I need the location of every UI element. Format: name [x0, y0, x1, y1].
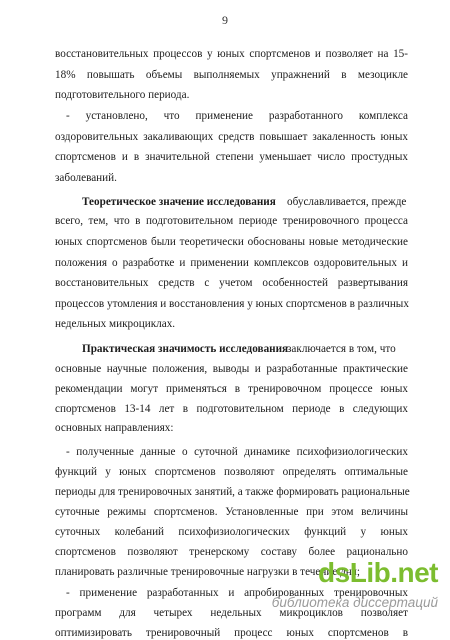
text-line: восстановительных средств с учетом особенностей развертывания [55, 277, 408, 289]
text-line: 18% повышать объемы выполняемых упражнений в мезоцикле [55, 69, 408, 81]
text-line: спортсменов позволяют тренерскому составу более рационально [55, 546, 408, 558]
text-line: основных направлениях: [55, 422, 174, 434]
text-line: всего, тем, что в подготовительном периоде тренировочного процесса [55, 215, 408, 227]
text-line: юных спортсменов были теоретически обоснованы новые методические [55, 236, 408, 248]
text-line: недельных микроциклах. [55, 318, 176, 330]
text-line: суточные режимы спортсменов. Установленные при этом величины [55, 506, 408, 518]
text-line: рекомендации могут применяться в тренировочном процессе юных [55, 383, 408, 395]
text-line: заболеваний. [55, 172, 117, 184]
text-line: основные научные положения, выводы и разработанные практические [55, 363, 408, 375]
section-heading: Практическая значимость исследования [82, 343, 289, 355]
text-line: восстановительных процессов у юных спортсменов и позволяет на 15- [55, 48, 408, 60]
watermark-logo: dsLib.net [318, 557, 438, 588]
text-line: - полученные данные о суточной динамике психофизиологических [66, 446, 408, 458]
text-line: функций у юных спортсменов позволяют определять оптимальные [55, 466, 408, 478]
text-line: оздоровительных закаливающих средств повышает закаленность юных [55, 131, 408, 143]
text-line: периоды для тренировочных занятий, а также формировать рациональные [55, 486, 410, 498]
text-line: положения о разработке и применении комплексов оздоровительных и [55, 257, 408, 269]
text-line: планировать различные тренировочные нагрузки в течение дня; [55, 566, 361, 578]
text-line: спортсменов и в значительной степени уменьшает число простудных [55, 151, 408, 163]
text-line: процессов утомления и восстановления у юных спортсменов в различных [55, 298, 409, 310]
text-line: спортсменов 13-14 лет в подготовительном периоде в следующих [55, 403, 408, 415]
text-line: суточных колебаний психофизиологических функций у юных [55, 526, 408, 538]
watermark-subtitle: библиотека диссертаций [271, 595, 438, 610]
text-line: обуславливается, прежде [287, 196, 407, 208]
text-line: - применение разработанных и апробированных тренировочных [66, 587, 408, 599]
text-line: - установлено, что применение разработанного комплекса [66, 110, 408, 122]
text-line: программ для четырех недельных микроциклов позволяет [55, 607, 408, 619]
text-line: оптимизировать тренировочный процесс юных спортсменов в [55, 627, 408, 639]
watermark [242, 557, 442, 617]
text-line: заключается в том, что [287, 343, 396, 355]
page-number: 9 [222, 13, 228, 27]
section-heading: Теоретическое значение исследования [82, 196, 276, 208]
text-line: подготовительного периода. [55, 89, 190, 101]
